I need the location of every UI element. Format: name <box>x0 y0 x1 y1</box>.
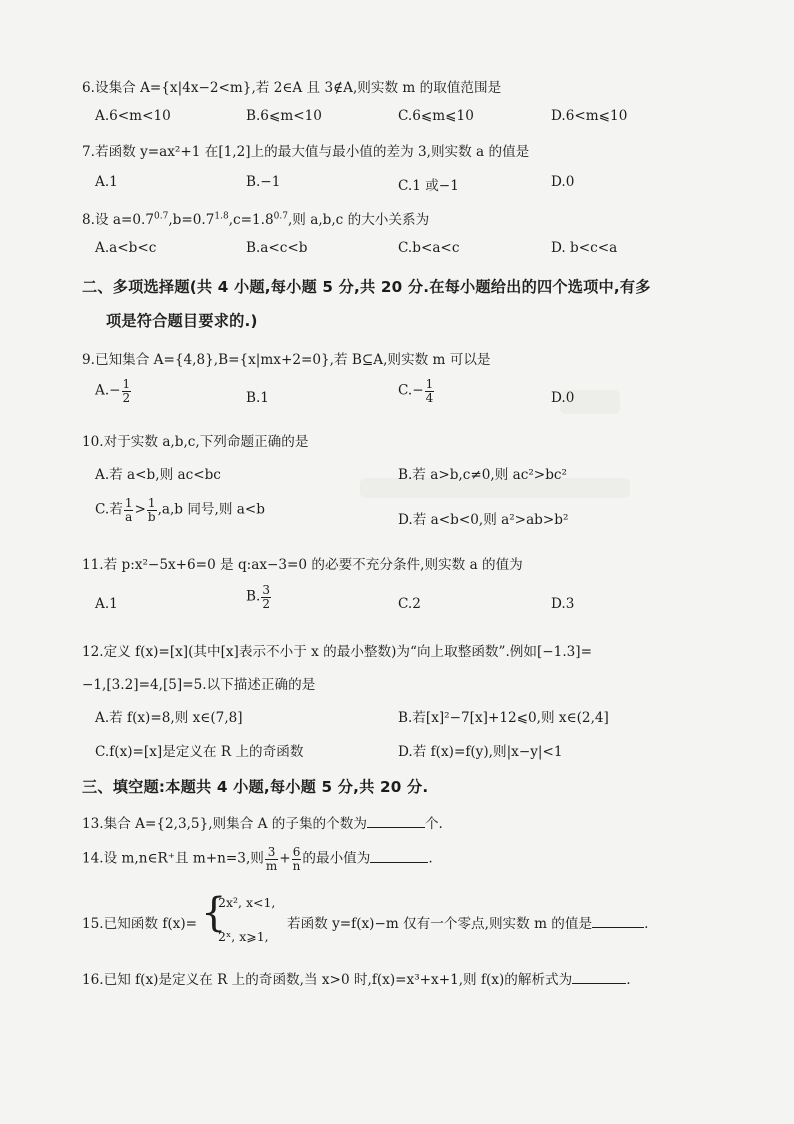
question-8-option-b: B.a<c<b <box>246 240 308 256</box>
fraction <box>124 497 134 523</box>
question-7-option-c: C.1 或−1 <box>398 178 459 194</box>
numerator: 1 <box>147 496 156 510</box>
piecewise-brace: { <box>201 890 227 936</box>
exponent: 1.8 <box>214 211 229 222</box>
question-14-suffix: 的最小值为 <box>302 850 371 867</box>
question-12-option-b: B.若[x]²−7[x]+12⩽0,则 x∈(2,4] <box>398 710 609 726</box>
question-9-option-d: D.0 <box>551 390 575 406</box>
question-11-option-a: A.1 <box>95 596 118 612</box>
question-11-option-b <box>246 584 272 610</box>
option-suffix: ,a,b 同号,则 a<b <box>157 501 265 518</box>
question-7-stem: 7.若函数 y=ax²+1 在[1,2]上的最大值与最小值的差为 3,则实数 a 的值是 <box>82 144 530 160</box>
numerator: 1 <box>124 496 133 510</box>
question-7-option-b: B.−1 <box>246 174 281 190</box>
question-10-option-b: B.若 a>b,c≠0,则 ac²>bc² <box>398 467 567 483</box>
question-15-prefix: 15.已知函数 f(x)= <box>82 916 198 932</box>
question-12-option-a: A.若 f(x)=8,则 x∈(7,8] <box>95 710 243 726</box>
question-6-option-a: A.6<m<10 <box>95 108 171 124</box>
question-15-suffix: 若函数 y=f(x)−m 仅有一个零点,则实数 m 的值是 <box>287 916 593 932</box>
option-prefix: C.若 <box>95 501 123 518</box>
question-6-option-c: C.6⩽m⩽10 <box>398 108 474 124</box>
fraction <box>122 378 132 404</box>
question-7-option-a: A.1 <box>95 174 118 190</box>
fraction <box>265 846 278 872</box>
question-8-stem-part: ,c=1.8 <box>228 212 274 228</box>
numerator: 1 <box>425 377 434 391</box>
question-16-text: 16.已知 f(x)是定义在 R 上的奇函数,当 x>0 时,f(x)=x³+x+1,则 f(x)的解析式为 <box>82 972 573 988</box>
question-6-stem: 6.设集合 A={x|4x−2<m},若 2∈A 且 3∉A,则实数 m 的取值范围是 <box>82 80 502 96</box>
section-2-heading: 二、多项选择题(共 4 小题,每小题 5 分,共 20 分.在每小题给出的四个选项中,有多 <box>82 278 651 296</box>
denominator: m <box>265 858 278 873</box>
fraction <box>147 497 157 523</box>
answer-blank[interactable] <box>572 982 626 984</box>
question-7-option-d: D.0 <box>551 174 575 190</box>
question-13-text: 13.集合 A={2,3,5},则集合 A 的子集的个数为 <box>82 816 367 832</box>
question-15-case-1: 2x², x<1, <box>218 895 276 910</box>
question-10-option-d: D.若 a<b<0,则 a²>ab>b² <box>398 512 569 528</box>
option-prefix: A.− <box>95 382 121 399</box>
question-9-option-c <box>398 378 435 404</box>
denominator: 2 <box>262 596 270 611</box>
question-9-option-a <box>95 378 132 404</box>
question-10-stem: 10.对于实数 a,b,c,下列命题正确的是 <box>82 434 309 450</box>
question-12-stem: 12.定义 f(x)=[x](其中[x]表示不小于 x 的最小整数)为“向上取整函数”.例如[−1.3]= <box>82 644 592 660</box>
fraction <box>425 378 435 404</box>
question-13-stem <box>82 812 443 832</box>
question-15-end: . <box>644 916 649 932</box>
question-8-option-d: D. b<c<a <box>551 240 618 256</box>
denominator: 2 <box>122 390 131 405</box>
question-9-stem: 9.已知集合 A={4,8},B={x|mx+2=0},若 B⊆A,则实数 m 可以是 <box>82 352 491 368</box>
answer-blank[interactable] <box>592 926 644 928</box>
numerator: 3 <box>265 846 278 860</box>
question-8-stem-part: ,b=0.7 <box>168 212 215 228</box>
question-8-stem <box>82 208 429 228</box>
denominator: 4 <box>425 390 434 405</box>
fraction <box>292 846 302 872</box>
exponent: 0.7 <box>154 211 169 222</box>
answer-blank[interactable] <box>370 861 428 863</box>
question-10-option-a: A.若 a<b,则 ac<bc <box>95 467 221 483</box>
numerator: 3 <box>262 583 270 597</box>
option-prefix: C.− <box>398 382 424 399</box>
question-6-option-b: B.6⩽m<10 <box>246 108 322 124</box>
question-6-option-d: D.6<m⩽10 <box>551 108 628 124</box>
question-12-option-d: D.若 f(x)=f(y),则|x−y|<1 <box>398 744 563 760</box>
question-14-prefix: 14.设 m,n∈R⁺且 m+n=3,则 <box>82 850 264 867</box>
question-16-stem <box>82 968 631 988</box>
question-11-option-c: C.2 <box>398 596 421 612</box>
operator: + <box>279 850 291 867</box>
denominator: n <box>292 858 301 873</box>
question-14-stem <box>82 846 433 872</box>
question-9-option-b: B.1 <box>246 390 269 406</box>
question-16-end: . <box>626 972 631 988</box>
section-3-heading: 三、填空题:本题共 4 小题,每小题 5 分,共 20 分. <box>82 778 429 796</box>
question-10-option-c <box>95 497 265 523</box>
exponent: 0.7 <box>273 211 288 222</box>
question-11-stem: 11.若 p:x²−5x+6=0 是 q:ax−3=0 的必要不充分条件,则实数 a 的值为 <box>82 557 523 573</box>
option-prefix: B. <box>246 588 261 605</box>
answer-blank[interactable] <box>367 826 425 828</box>
numerator: 6 <box>292 845 301 859</box>
question-8-stem-part: 8.设 a=0.7 <box>82 212 154 228</box>
question-12-option-c: C.f(x)=[x]是定义在 R 上的奇函数 <box>95 744 304 760</box>
denominator: a <box>125 509 133 524</box>
section-2-heading-cont: 项是符合题目要求的.) <box>106 312 258 330</box>
question-8-option-c: C.b<a<c <box>398 240 460 256</box>
question-8-stem-part: ,则 a,b,c 的大小关系为 <box>287 212 430 228</box>
question-11-option-d: D.3 <box>551 596 575 612</box>
question-15-stem <box>287 912 648 932</box>
fraction <box>261 584 271 610</box>
operator: > <box>134 501 146 518</box>
question-8-option-a: A.a<b<c <box>95 240 157 256</box>
question-12-stem-cont: −1,[3.2]=4,[5]=5.以下描述正确的是 <box>82 677 316 693</box>
question-13-suffix: 个. <box>424 816 443 832</box>
denominator: b <box>147 509 156 524</box>
numerator: 1 <box>122 377 131 391</box>
question-14-end: . <box>428 850 433 867</box>
question-15-case-2: 2ˣ, x⩾1, <box>218 929 269 944</box>
